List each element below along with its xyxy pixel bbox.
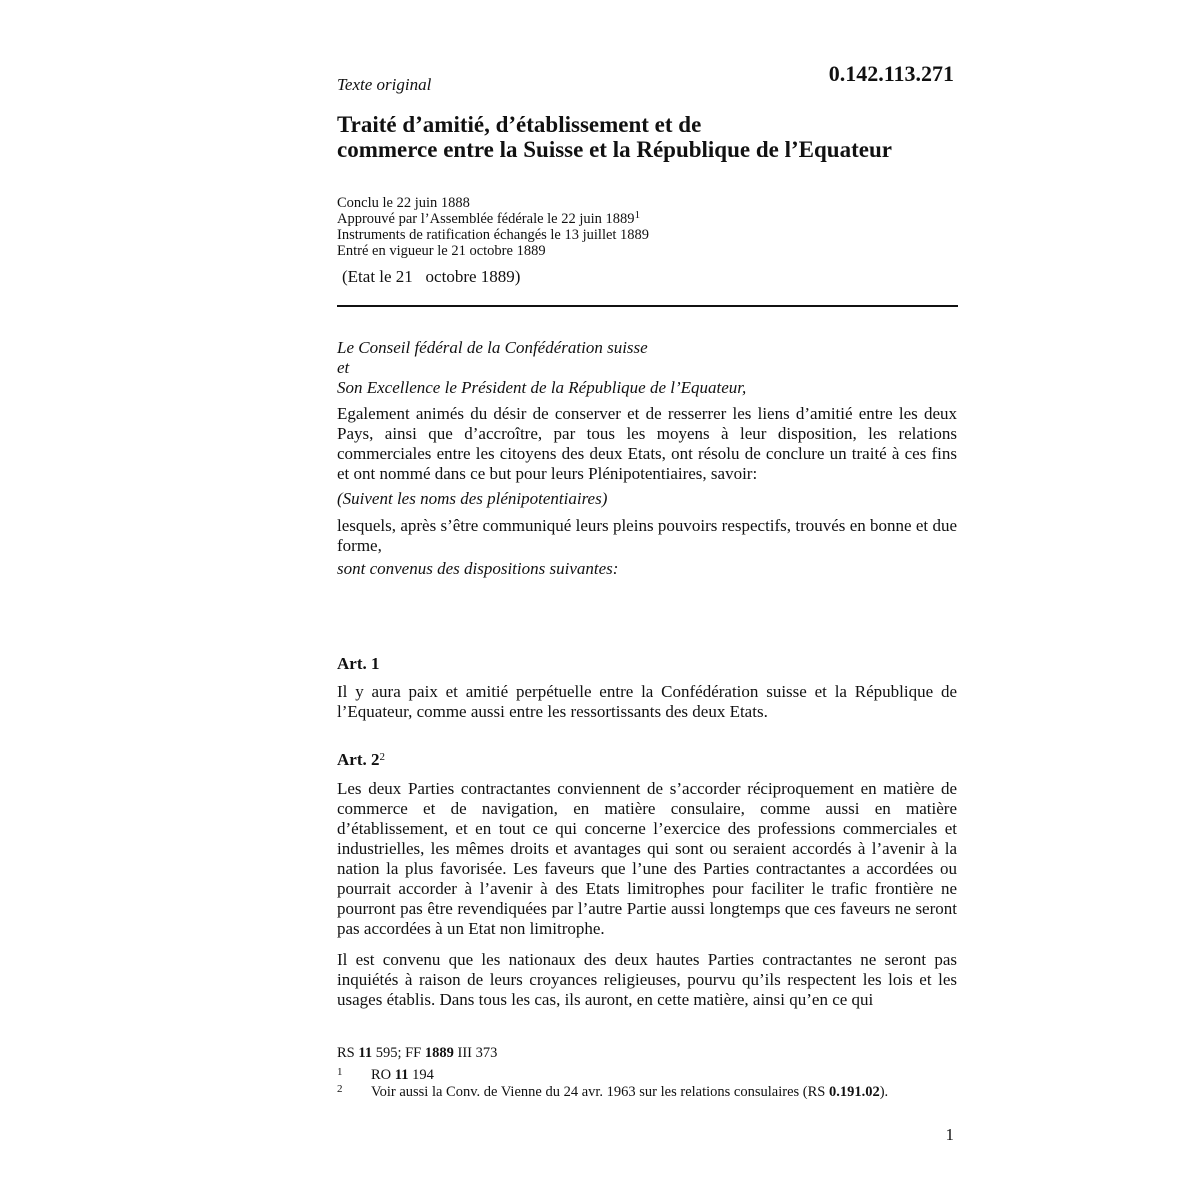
footnote-ref-1: 1 bbox=[634, 209, 641, 221]
article-2-heading: Art. $2^2$ bbox=[337, 750, 385, 769]
footnote-number: 1 bbox=[337, 1066, 343, 1078]
approved-date: Approuvé par l’Assemblée fédérale le 22 juin 1889$^1$ bbox=[337, 209, 641, 227]
plenipotentiaries-note: (Suivent les noms des plénipotentiaires) bbox=[337, 489, 608, 508]
article-1-paragraph: Il y aura paix et amitié perpétuelle entre la Confédération suisse et la République de l’Equateur, comme aussi entre les ressortissants des deux Etats. bbox=[337, 682, 957, 721]
footnote-2: 2 Voir aussi la Conv. de Vienne du 24 avr. 1963 sur les relations consulaires (RS 0.191.02). bbox=[337, 1083, 889, 1100]
preamble-paragraph-2: lesquels, après s’être communiqué leurs pleins pouvoirs respectifs, trouvés en bonne et due forme, bbox=[337, 516, 957, 555]
source-reference: RS 11 595; FF 1889 III 373 bbox=[337, 1045, 498, 1061]
agreement-clause: sont convenus des dispositions suivantes: bbox=[337, 559, 619, 578]
concluded-date: Conclu le 22 juin 1888 bbox=[337, 195, 470, 211]
state-date: (Etat le 21 octobre 1889) bbox=[342, 267, 521, 286]
conjunction: et bbox=[337, 358, 350, 377]
page-number: 1 bbox=[945, 1125, 954, 1144]
party-switzerland: Le Conseil fédéral de la Confédération suisse bbox=[337, 338, 648, 357]
article-2-paragraph-1: Les deux Parties contractantes conviennent de s’accorder réciproquement en matière de commerce et de navigation, en matière consulaire, comme aussi en matière d’établissement, et en tout ce qui concerne l’exercice des professions commerciales et industrielles, les mêmes droits et avantages qui sont ou seraient accordés à l’avenir à la nation la plus favorisée. Les faveurs que l’une des Parties contractantes a accordées ou pourrait accorder à l’avenir à des Etats limitrophes pour faciliter le trafic frontière ne pourront pas être revendiquées par l’autre Partie aussi longtemps que ces faveurs ne seront pas accordées à un Etat non limitrophe. bbox=[337, 779, 957, 938]
preamble bbox=[337, 338, 957, 579]
preamble-paragraph-1: Egalement animés du désir de conserver et de resserrer les liens d’amitié entre les deux Pays, ainsi que d’accroître, par tous les moyens à leur disposition, les relations commerciales entre les citoyens des deux Etats, ont résolu de conclure un traité à ces fins et ont nommé dans ce but pour leurs Plénipotentiaires, savoir: bbox=[337, 404, 957, 483]
header-rule bbox=[337, 305, 958, 307]
title-line-1: Traité d’amitié, d’établissement et de bbox=[337, 112, 702, 137]
ratification-date: Instruments de ratification échangés le 13 juillet 1889 bbox=[337, 227, 650, 243]
footnote-1: 1 RO 11 194 bbox=[337, 1066, 434, 1083]
footnote-ref-2: 2 bbox=[379, 751, 385, 763]
article-1-heading: Art. 1 bbox=[337, 654, 380, 673]
document-title bbox=[337, 112, 977, 162]
metadata-block bbox=[337, 195, 957, 259]
article-2-paragraph-2: Il est convenu que les nationaux des deux hautes Parties contractantes ne seront pas inquiétés à raison de leurs croyances religieuses, pourvu qu’ils respectent les lois et les usages établis. Dans tous les cas, ils auront, en cette matière, ainsi qu’en ce qui bbox=[337, 950, 957, 1009]
title-line-2: commerce entre la Suisse et la République de l’Equateur bbox=[337, 137, 892, 162]
document-number: 0.142.113.271 bbox=[828, 61, 954, 86]
footnote-number: 2 bbox=[337, 1083, 343, 1095]
party-ecuador: Son Excellence le Président de la République de l’Equateur, bbox=[337, 378, 747, 397]
original-text-label: Texte original bbox=[337, 75, 432, 94]
entry-into-force-date: Entré en vigueur le 21 octobre 1889 bbox=[337, 243, 546, 259]
